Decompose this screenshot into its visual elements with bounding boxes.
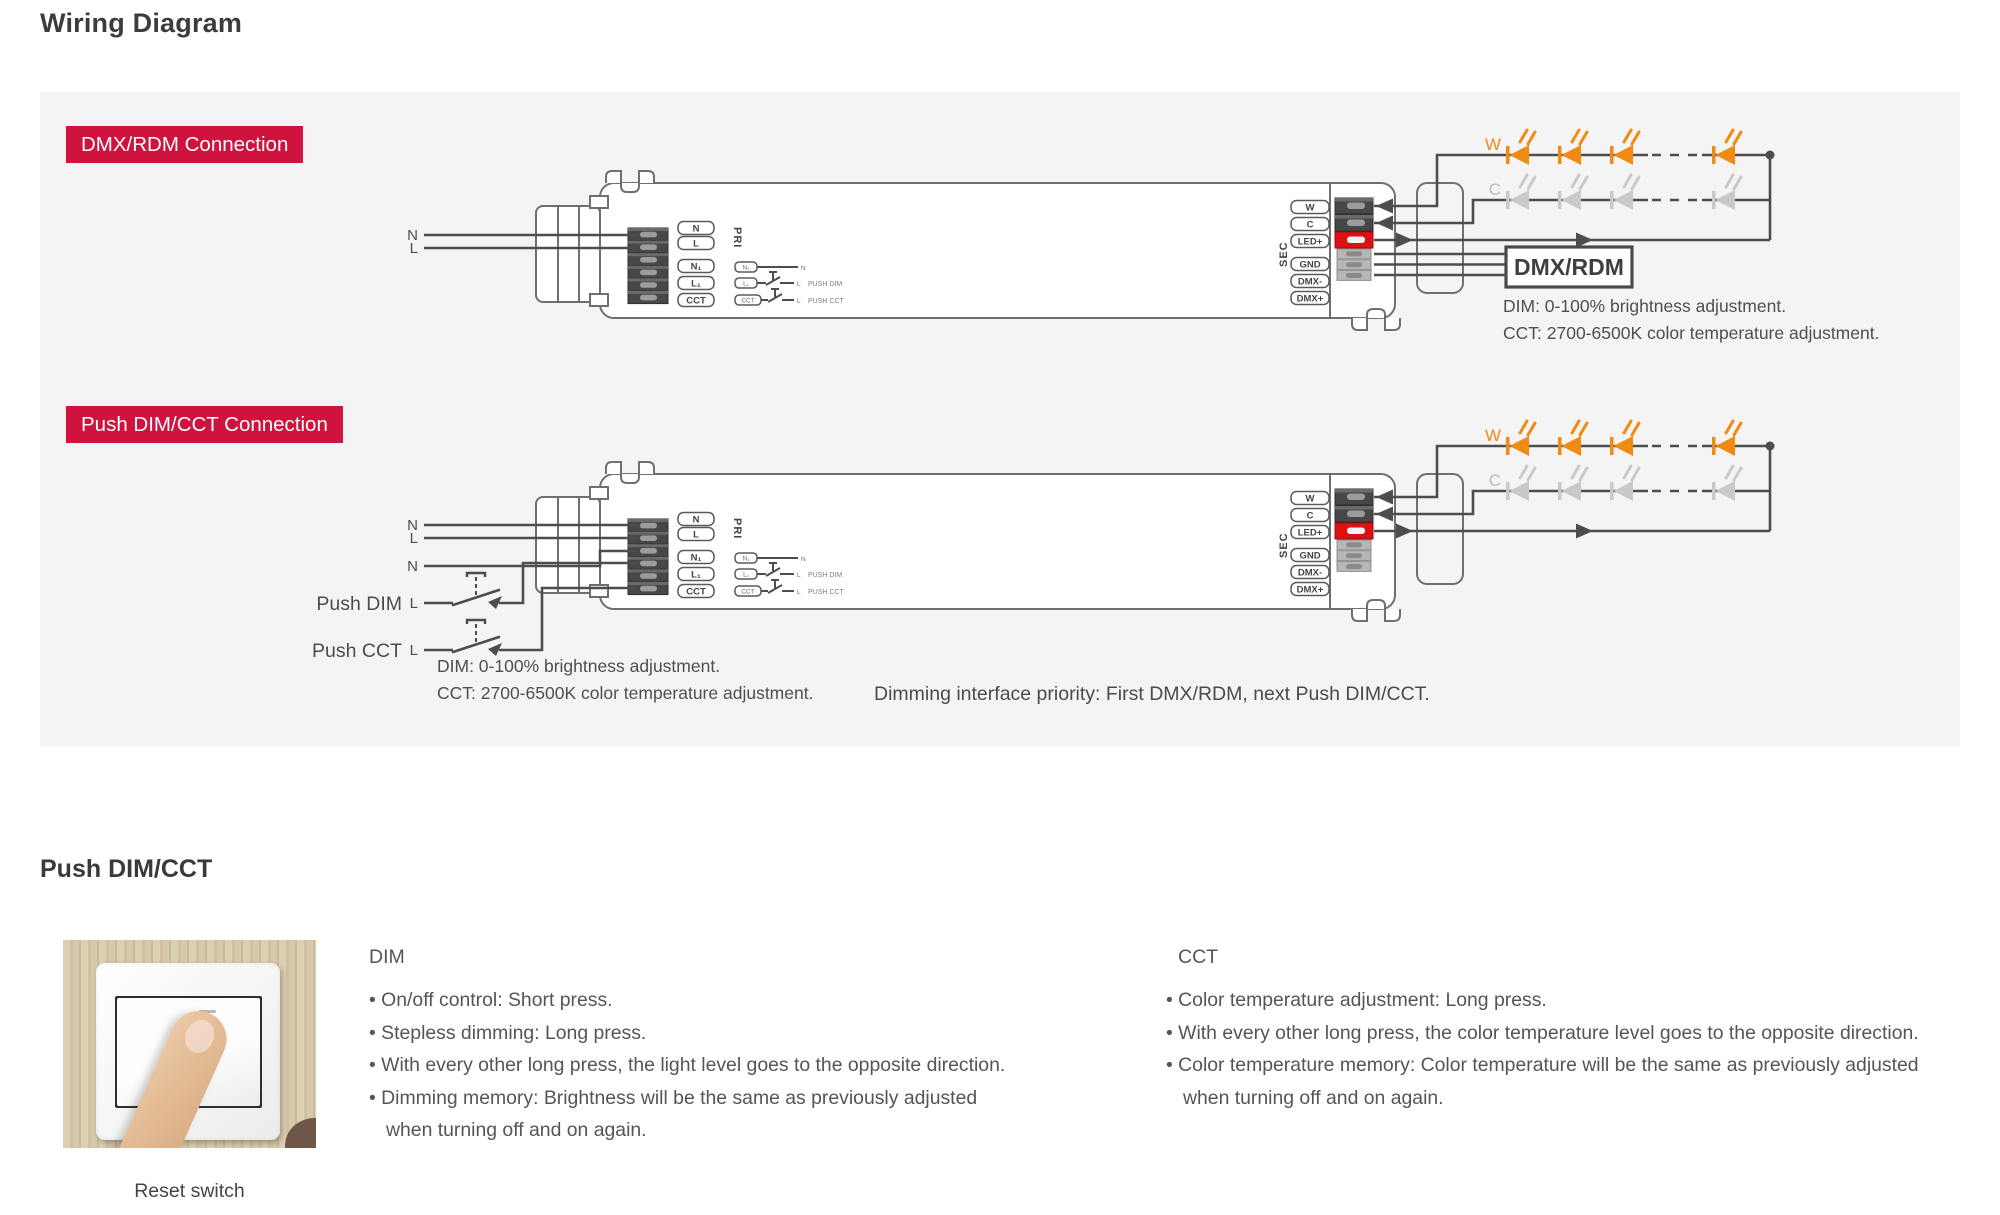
push-note-dim: DIM: 0-100% brightness adjustment. — [437, 656, 721, 676]
push-n2-label: N — [407, 558, 418, 575]
push-cct-l-label: L — [409, 642, 418, 659]
dim-bullet: • With every other long press, the light level goes to the opposite direction. — [369, 1054, 1006, 1077]
dmx-rdm-box-label: DMX/RDM — [1514, 254, 1624, 280]
fingernail — [180, 1015, 219, 1057]
mains-n-label: N — [407, 227, 418, 244]
push-n-label: N — [407, 517, 418, 534]
dmx-rdm-connection-badge: DMX/RDM Connection — [66, 126, 303, 163]
dim-bullet: • Dimming memory: Brightness will be the same as previously adjusted — [369, 1086, 978, 1109]
page-title: Wiring Diagram — [40, 8, 243, 38]
dim-bullet: • Stepless dimming: Long press. — [369, 1021, 647, 1044]
push-l-label: L — [409, 530, 418, 547]
cct-bullet-list — [1166, 984, 1919, 1114]
push-dim-label: Push DIM — [316, 593, 402, 615]
push-notes — [437, 653, 813, 706]
push-cct-switch — [453, 620, 502, 656]
dim-bullet: • On/off control: Short press. — [369, 989, 613, 1011]
cct-bullet: • Color temperature adjustment: Long press. — [1166, 989, 1547, 1011]
priority-note: Dimming interface priority: First DMX/RDM, next Push DIM/CCT. — [874, 683, 1430, 705]
push-dim-cct-connection-badge: Push DIM/CCT Connection — [66, 406, 343, 443]
cct-bullet: • Color temperature memory: Color temperature will be the same as previously adjusted — [1166, 1054, 1919, 1077]
reset-switch-photo — [63, 940, 316, 1148]
push-note-cct: CCT: 2700-6500K color temperature adjustment. — [437, 682, 814, 703]
push-dim-cct-heading: Push DIM/CCT — [40, 855, 213, 883]
thumb-shadow — [285, 1118, 316, 1148]
dmx-note-dim: DIM: 0-100% brightness adjustment. — [1503, 296, 1787, 316]
push-cct-label: Push CCT — [312, 640, 402, 662]
dmx-notes — [1503, 293, 1879, 346]
cct-bullet: • With every other long press, the color temperature level goes to the opposite direction. — [1166, 1021, 1919, 1044]
push-dim-cct-diagram — [312, 421, 1774, 662]
dim-column-title: DIM — [369, 946, 405, 968]
cct-bullet-continuation: when turning off and on again. — [1183, 1086, 1444, 1109]
photo-caption: Reset switch — [134, 1180, 245, 1202]
push-dim-switch — [453, 573, 502, 609]
mains-l-label: L — [409, 240, 418, 257]
cct-column-title: CCT — [1178, 946, 1219, 968]
dim-bullet-list — [369, 984, 1005, 1147]
dmx-note-cct: CCT: 2700-6500K color temperature adjustment. — [1503, 322, 1880, 343]
dim-bullet-continuation: when turning off and on again. — [386, 1119, 647, 1142]
push-dim-l-label: L — [409, 595, 418, 612]
